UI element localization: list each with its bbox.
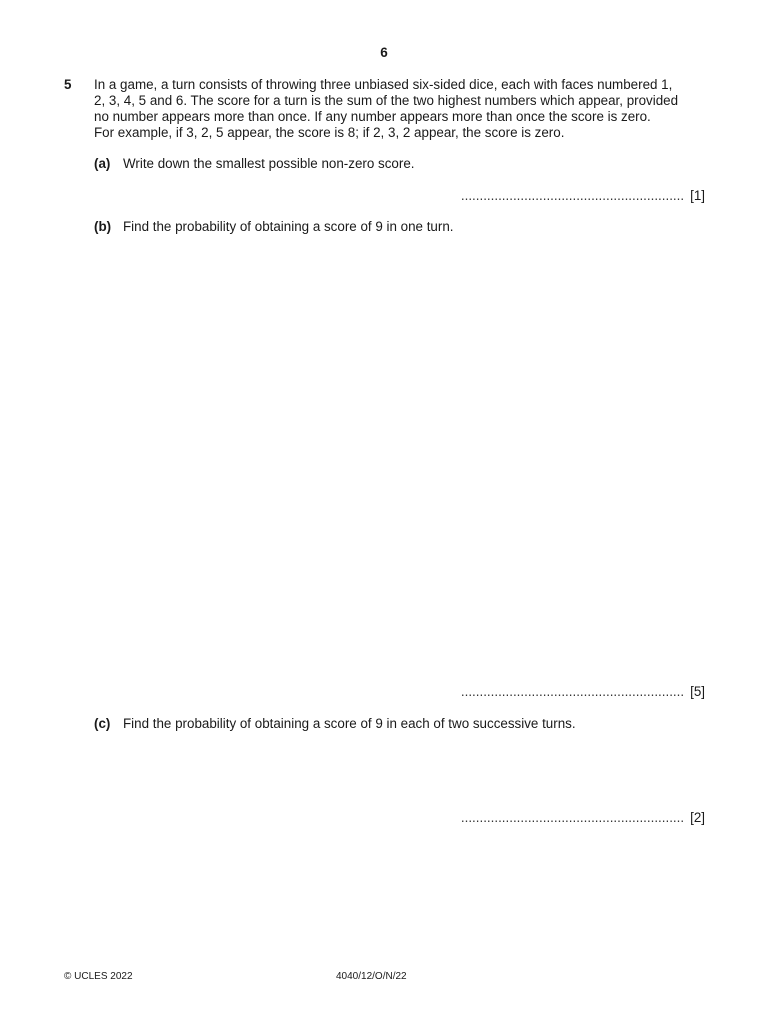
question-stem xyxy=(94,77,714,141)
answer-dots: ............................................................ xyxy=(460,810,685,825)
part-b-marks: [5] xyxy=(690,684,705,699)
question-stem-line: For example, if 3, 2, 5 appear, the score is 8; if 2, 3, 2 appear, the score is zero. xyxy=(94,125,565,140)
part-a-text: Write down the smallest possible non-zero score. xyxy=(123,156,415,171)
page-number: 6 xyxy=(380,45,388,60)
part-b-answer-line[interactable] xyxy=(461,684,705,700)
part-a-marks: [1] xyxy=(690,188,705,203)
answer-dots: ............................................................ xyxy=(460,684,685,699)
part-c-text: Find the probability of obtaining a score of 9 in each of two successive turns. xyxy=(123,716,576,731)
part-a-label: (a) xyxy=(94,156,111,171)
footer-paper-code: 4040/12/O/N/22 xyxy=(336,971,407,982)
question-stem-line: 2, 3, 4, 5 and 6. The score for a turn is the sum of the two highest numbers which appear, provided xyxy=(94,93,679,108)
part-c-answer-line[interactable] xyxy=(461,810,705,826)
question-stem-line: In a game, a turn consists of throwing three unbiased six-sided dice, each with faces numbered 1, xyxy=(94,77,673,92)
question-stem-line: no number appears more than once. If any number appears more than once the score is zero. xyxy=(94,109,651,124)
question-number: 5 xyxy=(64,77,72,92)
part-b-text: Find the probability of obtaining a score of 9 in one turn. xyxy=(123,219,454,234)
part-c-marks: [2] xyxy=(690,810,705,825)
part-c-label: (c) xyxy=(94,716,111,731)
part-b-label: (b) xyxy=(94,219,112,234)
answer-dots: ............................................................ xyxy=(460,188,685,203)
footer-copyright: © UCLES 2022 xyxy=(64,971,133,982)
part-a-answer-line[interactable] xyxy=(461,188,705,204)
